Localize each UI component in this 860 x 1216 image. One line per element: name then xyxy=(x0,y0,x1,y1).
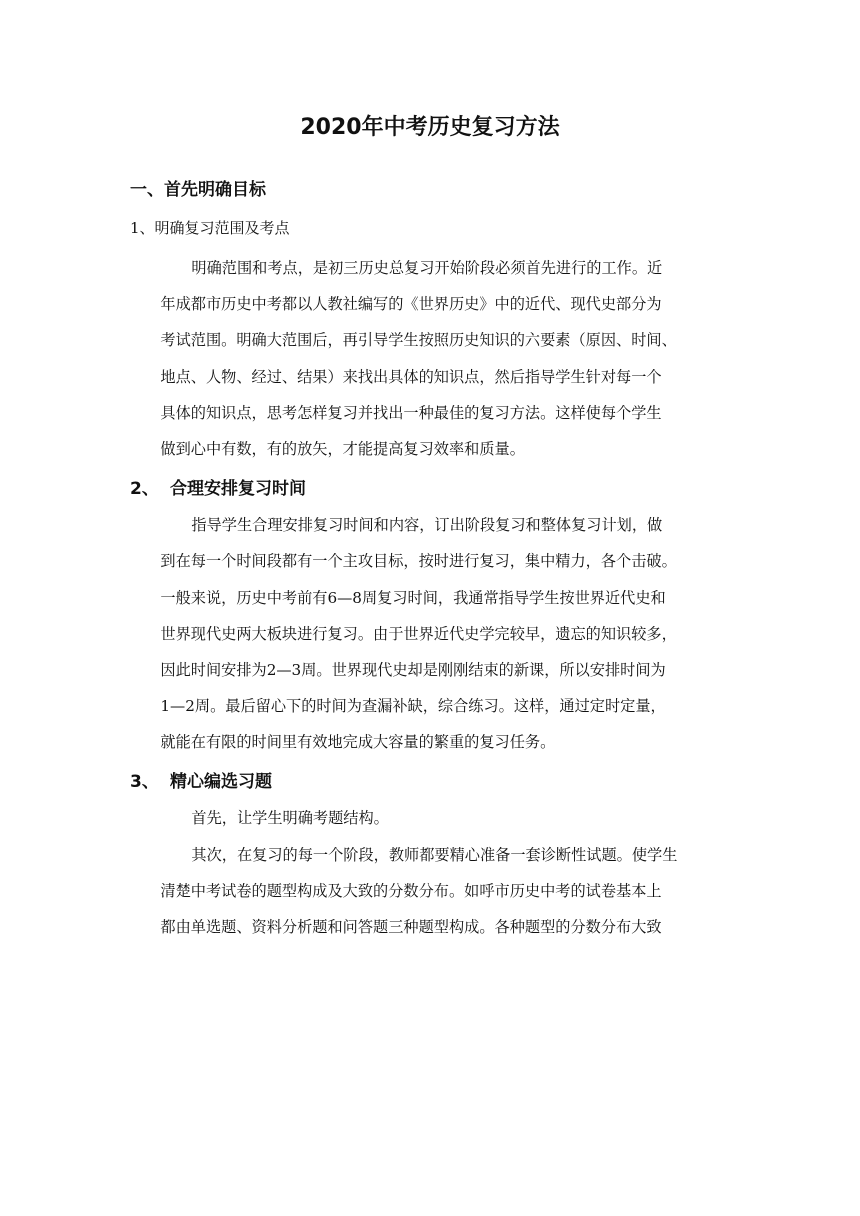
paragraph-line: 考试范围。明确大范围后，再引导学生按照历史知识的六要素（原因、时间、 xyxy=(160,331,677,350)
paragraph-line: 都由单选题、资料分析题和问答题三种题型构成。各种题型的分数分布大致 xyxy=(160,918,662,936)
section-title: 精心编选习题 xyxy=(170,772,272,793)
paragraph-line: 首先，让学生明确考题结构。 xyxy=(191,809,389,828)
paragraph-line: 到在每一个时间段都有一个主攻目标，按时进行复习，集中精力，各个击破。 xyxy=(160,552,677,571)
paragraph-structure xyxy=(130,800,730,836)
paragraph-line: 做到心中有数，有的放矢，才能提高复习效率和质量。 xyxy=(160,439,525,458)
section-heading-3 xyxy=(130,764,730,800)
document-body xyxy=(130,108,730,945)
paragraph-line: 因此时间安排为2—3周。世界现代史却是刚刚结束的新课，所以安排时间为 xyxy=(160,660,666,679)
paragraph-line: 世界现代史两大板块进行复习。由于世界近代史学完较早，遗忘的知识较多， xyxy=(160,624,677,643)
paragraph-line: 具体的知识点，思考怎样复习并找出一种最佳的复习方法。这样使每个学生 xyxy=(160,403,662,422)
paragraph-line: 清楚中考试卷的题型构成及大致的分数分布。如呼市历史中考的试卷基本上 xyxy=(160,881,662,900)
paragraph-line: 1—2周。最后留心下的时间为查漏补缺，综合练习。这样，通过定时定量， xyxy=(160,697,666,716)
paragraph-line: 年成都市历史中考都以人教社编写的《世界历史》中的近代、现代史部分为 xyxy=(160,295,662,314)
section-number: 2、 xyxy=(130,479,159,500)
subsection-heading-1: 1、明确复习范围及考点 xyxy=(130,219,290,237)
paragraph-line: 其次，在复习的每一个阶段，教师都要精心准备一套诊断性试题。使学生 xyxy=(191,845,678,864)
section-heading-1: 一、首先明确目标 xyxy=(130,180,266,200)
section-number: 3、 xyxy=(130,772,159,793)
document-title: 2020年中考历史复习方法 xyxy=(300,115,560,140)
paragraph-line: 明确范围和考点，是初三历史总复习开始阶段必须首先进行的工作。近 xyxy=(191,259,663,277)
paragraph-line: 一般来说，历史中考前有6—8周复习时间，我通常指导学生按世界近代史和 xyxy=(160,588,666,607)
section-title: 合理安排复习时间 xyxy=(170,479,306,500)
paragraph-schedule xyxy=(130,507,730,760)
paragraph-line: 地点、人物、经过、结果）来找出具体的知识点，然后指导学生针对每一个 xyxy=(160,367,662,386)
paragraph-line: 指导学生合理安排复习时间和内容，订出阶段复习和整体复习计划，做 xyxy=(191,516,663,535)
paragraph-line: 就能在有限的时间里有效地完成大容量的繁重的复习任务。 xyxy=(160,733,556,752)
paragraph-diagnostic xyxy=(130,837,730,946)
section-heading-2 xyxy=(130,471,730,507)
paragraph-scope xyxy=(130,250,730,467)
